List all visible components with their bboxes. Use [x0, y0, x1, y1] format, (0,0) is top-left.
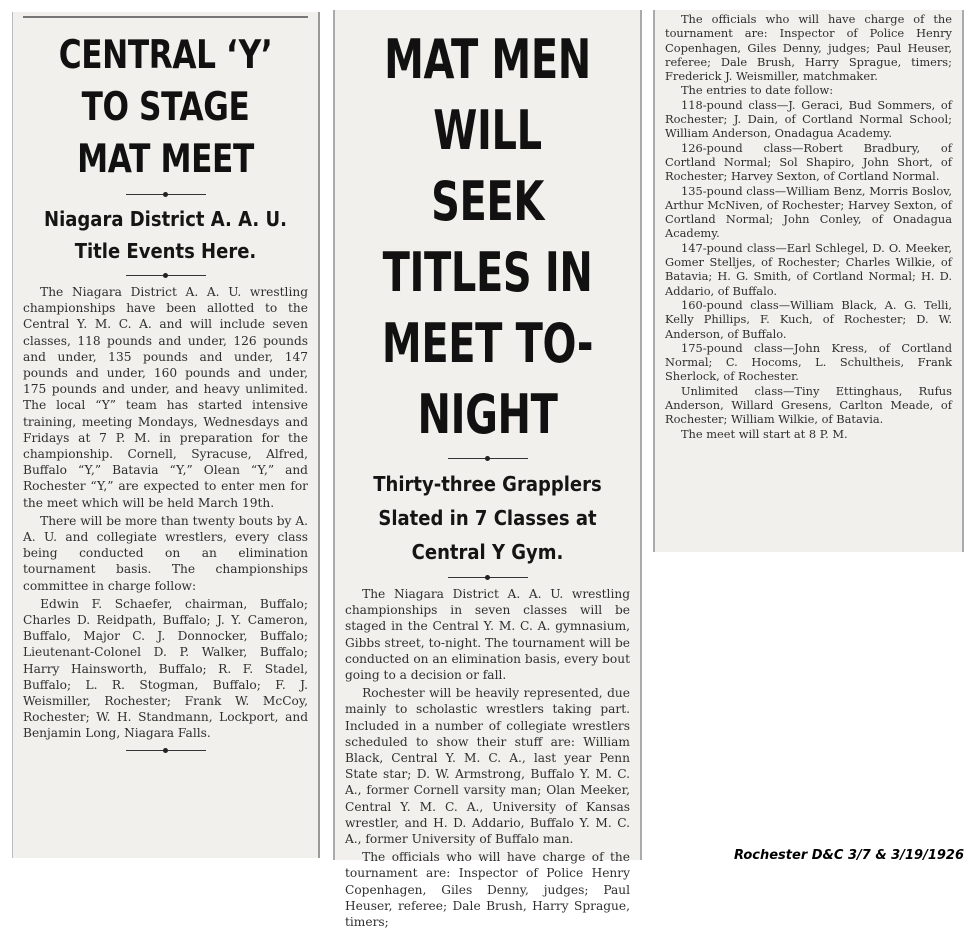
paragraph: The officials who will have charge of the tournament are: Inspector of Police Henry Copenhagen, Giles Denny, judges; Paul Heuser, referee; Dale Brush, Harry Sprague, timers; Frederick J. Weismiller, matchmaker. — [665, 12, 952, 84]
paragraph: The Niagara District A. A. U. wrestling championships have been allotted to the Central Y. M. C. A. and will include seven classes, 118 pounds and under, 126 pounds and under, 135 pounds and under, 147 pounds and under, 160 pounds and under, 175 pounds and under, and heavy unlimited. The local “Y” team has started intensive training, meeting Mondays, Wednesdays and Fridays at 7 P. M. in preparation for the championship. Cornell, Syracuse, Alfred, Buffalo “Y,” Batavia “Y,” Olean “Y,” and Rochester “Y,” are expected to enter men for the meet which will be held March 19th. — [23, 285, 308, 510]
subhead-divider — [448, 577, 528, 578]
entry-list-item: 160-pound class—William Black, A. G. Telli, Kelly Phillips, F. Kuch, of Rochester; D. W. Anderson, of Buffalo. — [665, 297, 952, 341]
end-divider — [126, 750, 206, 751]
article-clipping-2 — [333, 10, 642, 930]
entry-list-item: 147-pound class—Earl Schlegel, D. O. Meeker, Gomer Stelljes, of Rochester; Charles Wilkie, of Batavia; H. G. Smith, of Cortland Normal; H. D. Addario, of Buffalo. — [665, 240, 952, 298]
entry-list-item: 175-pound class—John Kress, of Cortland Normal; C. Hocoms, L. Schultheis, Frank Sherlock, of Rochester. — [665, 340, 952, 384]
subhead-divider — [126, 275, 206, 276]
entry-list-item: 126-pound class—Robert Bradbury, of Cortland Normal; Sol Shapiro, John Short, of Rochester; Harvey Sexton, of Cortland Normal. — [665, 140, 952, 184]
paragraph: The entries to date follow: — [680, 83, 834, 98]
top-rule — [23, 16, 308, 18]
subheadline-thirty-three-grapplers: Thirty-three Grapplers Slated in 7 Classes at Central Y Gym. — [373, 472, 602, 564]
headline-mat-men: MAT MEN WILL SEEK TITLES IN MEET TO-NIGHT — [381, 28, 594, 446]
entry-list-item: 135-pound class—William Benz, Morris Boslov, Arthur McNiven, of Rochester; Harvey Sexton, of Cortland Normal; John Conley, of Onadagua Academy. — [665, 183, 952, 241]
paragraph: Edwin F. Schaefer, chairman, Buffalo; Charles D. Reidpath, Buffalo; J. Y. Cameron, Buffalo, Major C. J. Donnocker, Buffalo; Lieutenant-Colonel D. P. Walker, Buffalo; Harry Hainsworth, Buffalo; R. F. Stadel, Buffalo; L. R. Stogman, Buffalo; F. J. Weismiller, Rochester; Frank W. McCoy, Rochester; W. H. Standmann, Lockport, and Benjamin Long, Niagara Falls. — [23, 596, 308, 741]
paragraph: The officials who will have charge of the tournament are: Inspector of Police Henry Copenhagen, Giles Denny, judges; Paul Heuser, referee; Dale Brush, Harry Sprague, timers; — [345, 850, 630, 930]
article-clipping-3-continuation — [653, 10, 964, 552]
entry-list-item: 118-pound class—J. Geraci, Bud Sommers, of Rochester; J. Dain, of Cortland Normal School; William Anderson, Onadagua Academy. — [665, 97, 952, 141]
paragraph: There will be more than twenty bouts by A. A. U. and collegiate wrestlers, every class being conducted on an elimination tournament basis. The championships committee in charge follow: — [23, 513, 308, 593]
paragraph: The Niagara District A. A. U. wrestling championships in seven classes will be staged in the Central Y. M. C. A. gymnasium, Gibbs street, to-night. The tournament will be conducted on an elimination basis, every bout going to a decision or fall. — [345, 587, 630, 683]
subheadline-niagara-district: Niagara District A. A. U. Title Events Here. — [44, 207, 287, 263]
article-body-3 — [665, 12, 952, 441]
entry-list-item: Unlimited class—Tiny Ettinghaus, Rufus Anderson, Willard Gresens, Carlton Meade, of Rochester; William Wilkie, of Batavia. — [665, 383, 952, 427]
source-caption: Rochester D&C 3/7 & 3/19/1926 — [733, 848, 964, 863]
article-body-2 — [345, 586, 630, 930]
headline-central-y: CENTRAL ‘Y’ TO STAGE MAT MEET — [58, 33, 273, 182]
paragraph: Rochester will be heavily represented, due mainly to scholastic wrestlers taking part. Included in a number of collegiate wrestlers scheduled to show their stuff are: William Black, Central Y. M. C. A., last year Penn State star; D. W. Armstrong, Buffalo Y. M. C. A., former Cornell varsity man; Olan Meeker, Central Y. M. C. A., University of Kansas wrestler, and H. D. Addario, Buffalo Y. M. C. A., former University of Buffalo man. — [345, 686, 630, 847]
headline-divider — [126, 194, 206, 195]
article-body-1 — [23, 284, 308, 742]
paragraph: The meet will start at 8 P. M. — [680, 426, 848, 441]
article-clipping-1 — [12, 12, 320, 858]
headline-divider — [448, 458, 528, 459]
